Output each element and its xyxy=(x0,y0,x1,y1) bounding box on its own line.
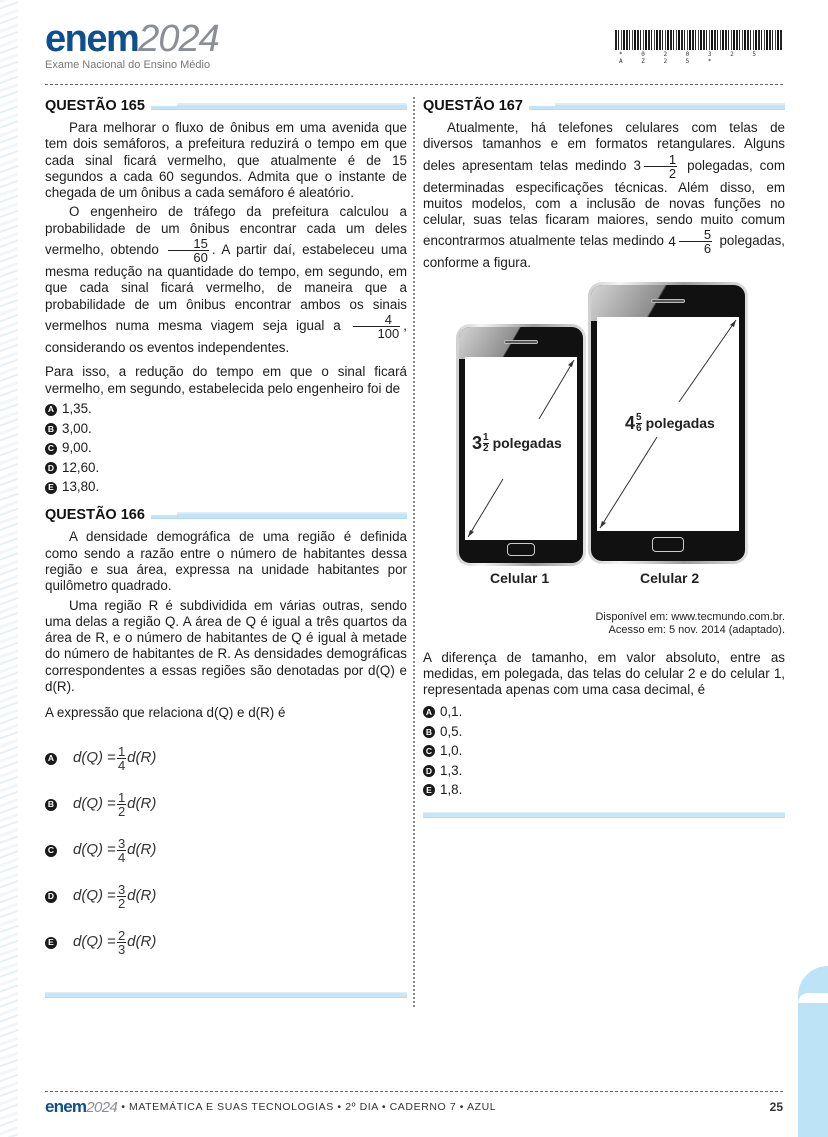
phone-1-caption: Celular 1 xyxy=(490,569,550,586)
heading-bar xyxy=(151,512,407,519)
phone-2-screen xyxy=(597,317,739,531)
heading-bar xyxy=(151,103,407,110)
equation: d(Q) = $\frac{2}{3}$ d(R) xyxy=(73,928,157,958)
option-c[interactable]: C 9,00. xyxy=(45,439,407,459)
option-letter-badge: B xyxy=(45,423,57,435)
phone-2-illustration xyxy=(588,282,748,564)
question-165-heading xyxy=(45,96,407,116)
equation: d(Q) = $\frac{1}{2}$ d(R) xyxy=(73,790,157,820)
barcode-bars xyxy=(615,30,783,50)
footer-rule xyxy=(45,1091,783,1092)
margin-pattern xyxy=(0,0,18,1137)
option-c[interactable]: C 1,0. xyxy=(423,742,785,762)
q165-options xyxy=(45,400,407,498)
option-e[interactable] xyxy=(45,920,407,966)
footer-logo-year: 2024 xyxy=(86,1098,118,1116)
option-letter-badge: C xyxy=(423,745,435,757)
phone-1-screen xyxy=(465,357,577,540)
option-letter-badge: A xyxy=(45,404,57,416)
phones-figure xyxy=(423,282,785,607)
option-d[interactable]: D 12,60. xyxy=(45,458,407,478)
option-d[interactable] xyxy=(45,874,407,920)
fraction-15-60: $\frac{15}{60}$ xyxy=(168,237,208,264)
phone-2-size-label: 4 5 6 polegadas xyxy=(625,411,715,434)
page-edge-tab-cut xyxy=(798,993,828,1003)
q166-paragraph-2: Uma região R é subdividida em várias outras, sendo uma delas a região Q. A área de Q é igual a três quartos da área de R, e o número de habitantes de Q é igual à metade do número de habitantes de R. As densidades demográficas correspondentes a essas regiões são denotadas por d(Q) e d(R). xyxy=(45,597,407,695)
option-letter-badge: C xyxy=(45,845,57,857)
heading-bar xyxy=(529,103,785,110)
question-167-heading xyxy=(423,96,785,116)
q165-paragraph-2: O engenheiro de tráfego da prefeitura calculou a probabilidade de um ônibus encontrar cada um deles vermelho, obtendo $\frac{15}{60}$ . A partir daí, estabeleceu uma mesma redução na quantidade do tempo, em segundo, em que cada sinal ficará vermelho, de maneira que a probabilidade de um ônibus encontrar ambos os sinais vermelhos numa mesma viagem seja igual a $\frac{4}{100}$ , considerando os eventos independentes. xyxy=(45,204,407,355)
q165-prompt: Para isso, a redução do tempo em que o sinal ficará vermelho, em segundo, estabelecida pelo engenheiro foi de xyxy=(45,364,407,396)
home-button-icon xyxy=(652,537,684,552)
header-rule xyxy=(45,84,783,85)
header xyxy=(45,20,219,71)
q167-prompt: A diferença de tamanho, em valor absoluto, entre as medidas, em polegada, das telas do celular 2 e do celular 1, representada apenas com uma casa decimal, é xyxy=(423,649,785,698)
option-b[interactable]: B 0,5. xyxy=(423,722,785,742)
speaker-icon xyxy=(504,340,538,344)
column-divider xyxy=(413,97,415,1007)
option-d[interactable]: D 1,3. xyxy=(423,761,785,781)
footer-info: • MATEMÁTICA E SUAS TECNOLOGIAS • 2º DIA • CADERNO 7 • AZUL xyxy=(121,1101,497,1113)
home-button-icon xyxy=(507,543,535,556)
option-letter-badge: C xyxy=(45,443,57,455)
q167-paragraph-1: Atualmente, há telefones celulares com telas de diversos tamanhos e em formatos retangulares. Alguns deles apresentam telas medindo 3 $\frac{1}{2}$ polegadas, com determinadas especificações técnicas. Além disso, em muitos modelos, com a inclusão de novas funções no celular, suas telas ficaram maiores, sendo muito comum encontrarmos atualmente telas medindo 4 $\frac{5}{6}$ polegadas, conforme a figura. xyxy=(423,120,785,271)
q166-paragraph-1: A densidade demográfica de uma região é definida como sendo a razão entre o número de habitantes dessa região e sua área, expressa na unidade habitantes por quilômetro quadrado. xyxy=(45,529,407,594)
barcode-text: * 0 2 0 3 2 5 A Z 2 5 * xyxy=(619,51,764,65)
q167-options xyxy=(423,703,785,801)
fraction-4-100: $\frac{4}{100}$ xyxy=(353,313,401,340)
speaker-icon xyxy=(651,299,685,303)
option-a[interactable]: A 0,1. xyxy=(423,703,785,723)
option-letter-badge: D xyxy=(45,891,57,903)
option-letter-badge: B xyxy=(423,726,435,738)
q166-prompt: A expressão que relaciona d(Q) e d(R) é xyxy=(45,705,286,721)
left-column xyxy=(45,96,407,998)
equation: d(Q) = $\frac{3}{2}$ d(R) xyxy=(73,882,157,912)
option-a[interactable]: A 1,35. xyxy=(45,400,407,420)
q165-paragraph-1: Para melhorar o fluxo de ônibus em uma avenida que tem dois semáforos, a prefeitura reduzirá o tempo em que cada sinal ficará vermelho, que atualmente é de 15 segundos a cada 60 segundos. Admita que o instante de chegada de um ônibus a cada semáforo é aleatório. xyxy=(45,120,407,201)
mixed-number-4-5-6: 4 $\frac{5}{6}$ xyxy=(668,227,712,257)
phone-1-illustration xyxy=(456,324,586,566)
option-letter-badge: E xyxy=(45,482,57,494)
option-a[interactable] xyxy=(45,736,407,782)
question-title: QUESTÃO 166 xyxy=(45,507,145,524)
equation: d(Q) = $\frac{1}{4}$ d(R) xyxy=(73,744,157,774)
phone-2-caption: Celular 2 xyxy=(640,569,700,586)
option-e[interactable]: E 1,8. xyxy=(423,781,785,801)
enem-logo: enem2024 xyxy=(45,18,219,60)
footer-logo: enem xyxy=(45,1097,87,1116)
phone-1-size-label: 3 1 2 polegadas xyxy=(472,431,562,454)
option-letter-badge: A xyxy=(423,706,435,718)
option-c[interactable] xyxy=(45,828,407,874)
figure-source: Disponível em: www.tecmundo.com.br. Acesso em: 5 nov. 2014 (adaptado). xyxy=(595,610,785,637)
option-letter-badge: B xyxy=(45,799,57,811)
option-letter-badge: D xyxy=(423,765,435,777)
page-edge-tab xyxy=(798,966,828,1137)
logo-subtitle: Exame Nacional do Ensino Médio xyxy=(45,59,211,71)
option-letter-badge: D xyxy=(45,462,57,474)
question-166-heading xyxy=(45,505,407,525)
option-letter-badge: E xyxy=(423,784,435,796)
option-b[interactable] xyxy=(45,782,407,828)
mixed-number-3-1-2: 3 $\frac{1}{2}$ xyxy=(633,151,677,181)
option-letter-badge: A xyxy=(45,753,57,765)
option-letter-badge: E xyxy=(45,937,57,949)
option-e[interactable]: E 13,80. xyxy=(45,478,407,498)
column-end-bar xyxy=(423,812,785,818)
page-number: 25 xyxy=(769,1100,783,1114)
question-title: QUESTÃO 167 xyxy=(423,97,523,114)
equation: d(Q) = $\frac{3}{4}$ d(R) xyxy=(73,836,157,866)
barcode xyxy=(615,30,783,65)
option-b[interactable]: B 3,00. xyxy=(45,419,407,439)
right-column xyxy=(423,96,785,818)
question-title: QUESTÃO 165 xyxy=(45,97,145,114)
q166-options xyxy=(45,736,407,966)
column-end-bar xyxy=(45,992,407,998)
footer xyxy=(45,1097,783,1117)
